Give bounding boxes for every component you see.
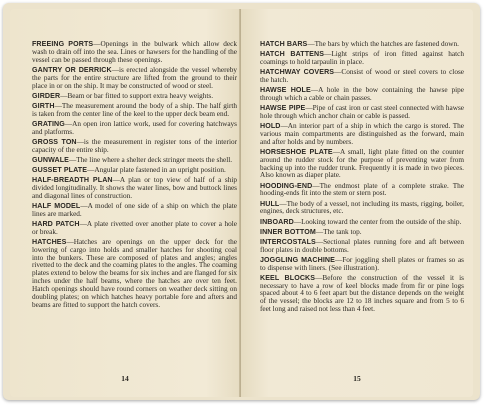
glossary-entry: JOGGLING MACHINE—For joggling shell plates or frames so as to dispense with liners. (See illustration). — [260, 255, 465, 272]
glossary-term: HALF-BREADTH PLAN — [32, 176, 113, 185]
glossary-entry: GIRTH—The measurement around the body of a ship. The half girth is taken from the center line of the keel to the upper deck beam end. — [32, 101, 237, 118]
glossary-definition: The body of a vessel, not including its masts, rigging, boiler, engines, deck structures, etc. — [260, 199, 464, 216]
glossary-term: GANTRY OR DERRICK — [32, 65, 112, 74]
glossary-term: HOLD — [260, 122, 281, 131]
glossary-term: HOODING-END — [260, 181, 313, 190]
glossary-term: HAWSE PIPE — [260, 104, 306, 113]
glossary-entry: HATCHWAY COVERS—Consist of wood or steel covers to close the hatch. — [260, 68, 464, 84]
glossary-term: HAWSE HOLE — [260, 86, 311, 95]
glossary-term: FREEING PORTS — [32, 40, 94, 48]
glossary-entry: INTERCOSTALS—Sectional plates running fore and aft between floor plates in double bottoms. — [260, 237, 464, 254]
glossary-entry: GUSSET PLATE—Angular plate fastened in an upright position. — [32, 165, 226, 174]
right-page-number: 15 — [353, 374, 361, 383]
glossary-entry: HAWSE HOLE—A hole in the bow containing the hawse pipe through which a cable or chain passes. — [260, 86, 464, 102]
glossary-definition: An open iron lattice work, used for covering hatchways and platforms. — [32, 119, 237, 136]
glossary-term: INNER BOTTOM — [260, 227, 316, 236]
glossary-definition: A small, light plate fitted on the counter around the rudder stock for the purpose of preventing water from backing up into the rudder trunk. Frequently it is made in two pieces. Also known as diaper plate. — [260, 147, 464, 180]
right-page — [241, 9, 473, 397]
open-booklet — [3, 3, 480, 400]
glossary-definition: is erected alongside the vessel whereby the parts for the entire structure are lifted from the ground to their place in or on the ship. It may be constructed of wood or steel. — [32, 65, 237, 90]
glossary-term: GIRDER — [32, 91, 61, 100]
glossary-definition: Beam or bar fitted to support extra heavy weights. — [67, 91, 214, 100]
glossary-definition: Light strips of iron fitted against hatch coamings to hold tarpaulin in place. — [260, 50, 464, 66]
glossary-definition: The measurement around the body of a ship. The half girth is taken from the center line of the keel to the upper deck beam end. — [32, 101, 237, 118]
glossary-term: HATCH BATTENS — [260, 50, 325, 59]
glossary-entry: HOLD—An interior part of a ship in which the cargo is stored. The various main compartments are distinguished as the forward, main and after holds and by numbers. — [260, 122, 464, 146]
glossary-term: HATCHWAY COVERS — [260, 68, 335, 77]
glossary-entry: GUNWALE—The line where a shelter deck stringer meets the shell. — [32, 155, 233, 164]
glossary-term: GUNWALE — [32, 155, 69, 164]
glossary-definition: A plan or top view of half of a ship divided longitudinally. It shows the water lines, bow and buttock lines and diagonal lines of construction. — [32, 176, 237, 200]
glossary-definition: Before the construction of the vessel it is necessary to have a row of keel blocks made from fir or pine logs spaced about 4 to 6 feet apart but the distance depends on the weight of the vessel; the blocks are 12 to 18 inches square and from 5 to 6 feet long and raised not less than 4 feet. — [260, 273, 464, 314]
glossary-definition: A model of one side of a ship on which the plate lines are marked. — [32, 201, 237, 218]
glossary-entry: FREEING PORTS—Openings in the bulwark which allow deck wash to drain off into the sea. Lines or hawsers for the handling of the vessel can be passed through these openings. — [32, 40, 237, 64]
glossary-term: HATCH BARS — [260, 40, 308, 48]
glossary-definition: The tank top. — [323, 227, 362, 236]
glossary-definition: A hole in the bow containing the hawse pipe through which a cable or chain passes. — [260, 86, 464, 102]
glossary-definition: is the measurement in register tons of the interior capacity of the entire ship. — [32, 137, 237, 154]
glossary-term: GUSSET PLATE — [32, 165, 88, 174]
glossary-term: INTERCOSTALS — [260, 237, 316, 246]
glossary-entry: HALF-BREADTH PLAN—A plan or top view of half of a ship divided longitudinally. It shows the water lines, bow and buttock lines and diagonal lines of construction. — [32, 176, 237, 200]
glossary-entry: INNER BOTTOM—The tank top. — [260, 227, 362, 236]
glossary-entry: HORSESHOE PLATE—A small, light plate fitted on the counter around the rudder stock for the purpose of preventing water from backing up into the rudder trunk. Frequently it is made in two pieces. Also known as diaper plate. — [260, 147, 464, 180]
glossary-definition: Pipe of cast iron or cast steel connected with hawse hole through which anchor chain or cable is passed. — [260, 104, 464, 120]
glossary-definition: An interior part of a ship in which the cargo is stored. The various main compartments are distinguished as the forward, main and after holds and by numbers. — [260, 122, 464, 146]
glossary-entry: HATCHES—Hatches are openings on the upper deck for the lowering of cargo into holds and smaller hatches for shooting coal into the bunkers. These are composed of plates and angles; angles rivetted to the deck and the coaming plates to the angles. The coaming plates extend to below the beams for six inches and are flanged for six inches under the half beams, where the hatches are over ten feet. Hatch openings should have round corners on weather deck sitting on doubling plates; on which hatches heavy portable fore and afters and beams are fitted to support the hatch covers. — [32, 237, 237, 309]
glossary-term: KEEL BLOCKS — [260, 273, 316, 282]
glossary-term: GIRTH — [32, 101, 55, 110]
glossary-entry: HOODING-END—The endmost plate of a complete strake. The hooding-ends fit into the stem or stern post. — [260, 181, 464, 198]
glossary-term: GRATING — [32, 119, 65, 128]
glossary-definition: Consist of wood or steel covers to close the hatch. — [260, 68, 464, 84]
left-page-number: 14 — [121, 374, 129, 383]
glossary-definition: Looking toward the center from the outside of the ship. — [301, 217, 462, 226]
glossary-term: INBOARD — [260, 217, 294, 226]
glossary-definition: Hatches are openings on the upper deck for the lowering of cargo into holds and smaller hatches for shooting coal into the bunkers. These are composed of plates and angles; angles rivetted to the deck and the coaming plates to the angles. The coaming plates extend to below the beams for six inches and are flanged for six inches under the half beams, where the hatches are over ten feet. Hatch openings should have round corners on weather deck sitting on doubling plates; on which hatches heavy portable fore and afters and beams are fitted to support the hatch covers. — [32, 237, 237, 309]
glossary-entry: HATCH BATTENS—Light strips of iron fitted against hatch coamings to hold tarpaulin in place. — [260, 50, 464, 66]
glossary-definition: Angular plate fastened in an upright position. — [94, 165, 226, 174]
glossary-definition: The line where a shelter deck stringer meets the shell. — [76, 155, 233, 164]
glossary-entry: GANTRY OR DERRICK—is erected alongside the vessel whereby the parts for the entire structure are lifted from the ground to their place in or on the ship. It may be constructed of wood or steel. — [32, 65, 237, 90]
glossary-entry: KEEL BLOCKS—Before the construction of the vessel it is necessary to have a row of keel blocks made from fir or pine logs spaced about 4 to 6 feet apart but the distance depends on the weight of the vessel; the blocks are 12 to 18 inches square and from 5 to 6 feet long and raised not less than 4 feet. — [260, 273, 464, 314]
glossary-definition: A plate rivetted over another plate to cover a hole or break. — [32, 219, 238, 236]
glossary-entry: GROSS TON—is the measurement in register tons of the interior capacity of the entire ship. — [32, 137, 237, 154]
glossary-definition: The bars by which the hatches are fastened down. — [314, 40, 459, 48]
glossary-definition: For joggling shell plates or frames so as to dispense with liners. (See illustration). — [260, 255, 465, 272]
glossary-entry: HULL—The body of a vessel, not including its masts, rigging, boiler, engines, deck structures, etc. — [260, 199, 464, 216]
glossary-term: HALF MODEL — [32, 201, 81, 210]
right-page-text — [260, 41, 464, 316]
glossary-term: HORSESHOE PLATE — [260, 147, 333, 156]
glossary-term: GROSS TON — [32, 137, 77, 146]
glossary-term: HARD PATCH — [32, 219, 80, 228]
glossary-definition: Sectional plates running fore and aft between floor plates in double bottoms. — [260, 237, 464, 254]
glossary-term: JOGGLING MACHINE — [260, 255, 335, 264]
glossary-entry: HATCH BARS—The bars by which the hatches are fastened down. — [260, 40, 459, 48]
glossary-term: HATCHES — [32, 237, 67, 246]
glossary-entry: INBOARD—Looking toward the center from the outside of the ship. — [260, 217, 462, 226]
left-page — [10, 9, 240, 397]
glossary-entry: HARD PATCH—A plate rivetted over another plate to cover a hole or break. — [32, 219, 238, 236]
glossary-entry: GRATING—An open iron lattice work, used for covering hatchways and platforms. — [32, 119, 237, 136]
glossary-entry: HALF MODEL—A model of one side of a ship on which the plate lines are marked. — [32, 201, 237, 218]
glossary-definition: The endmost plate of a complete strake. The hooding-ends fit into the stem or stern post. — [260, 181, 464, 198]
left-page-text — [32, 41, 237, 312]
glossary-entry: GIRDER—Beam or bar fitted to support extra heavy weights. — [32, 91, 214, 100]
glossary-definition: Openings in the bulwark which allow deck wash to drain off into the sea. Lines or hawsers for the handling of the vessel can be passed through these openings. — [32, 40, 237, 64]
glossary-entry: HAWSE PIPE—Pipe of cast iron or cast steel connected with hawse hole through which anchor chain or cable is passed. — [260, 104, 464, 120]
glossary-term: HULL — [260, 199, 280, 208]
